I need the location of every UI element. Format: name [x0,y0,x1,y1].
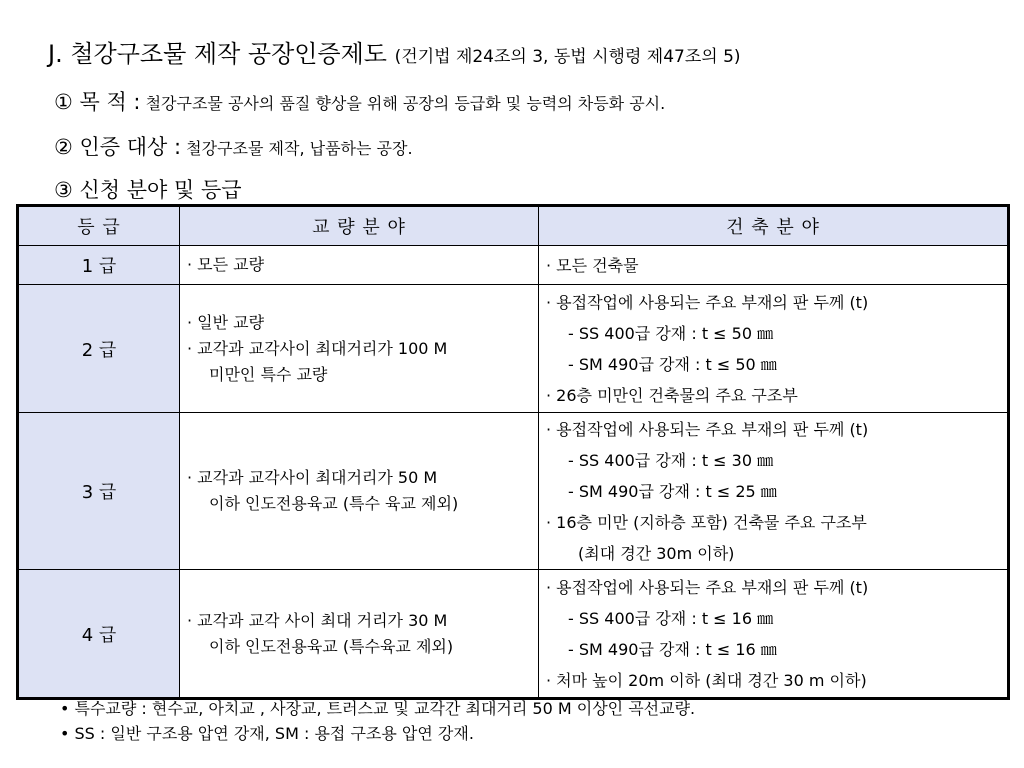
header-bridge: 교 량 분 야 [180,206,539,246]
building-cell [539,285,1009,413]
building-line: - SM 490급 강재 : t ≤ 50 ㎜ [568,354,777,374]
section-target-text: 철강구조물 제작, 납품하는 공장. [186,139,413,158]
bridge-line: 미만인 특수 교량 [209,364,328,384]
bridge-line: · 교각과 교각사이 최대거리가 50 M [187,468,438,487]
building-line: - SS 400급 강재 : t ≤ 50 ㎜ [568,323,774,343]
building-line: · 용접작업에 사용되는 주요 부재의 판 두께 (t) [546,577,869,597]
bridge-cell [180,246,539,285]
section-target-lead: ② 인증 대상 : [54,135,182,159]
building-cell [539,246,1009,285]
header-grade: 등 급 [18,206,180,246]
bridge-cell [180,570,539,699]
title-main: J. 철강구조물 제작 공장인증제도 [48,40,387,68]
grade-table [16,204,1010,700]
header-building: 건 축 분 야 [539,206,1009,246]
bridge-line: 이하 인도전용육교 (특수육교 제외) [209,636,454,656]
bridge-line: · 교각과 교각 사이 최대 거리가 30 M [187,610,448,630]
building-line: · 처마 높이 20m 이하 (최대 경간 30 m 이하) [546,670,867,690]
building-cell [539,413,1009,570]
building-line: - SS 400급 강재 : t ≤ 16 ㎜ [568,608,774,628]
bridge-line: · 모든 교량 [187,255,265,274]
building-line: - SS 400급 강재 : t ≤ 30 ㎜ [568,450,774,470]
footnote-special-bridge: • 특수교량 : 현수교, 아치교 , 사장교, 트러스교 및 교각간 최대거리 50 M 이상인 곡선교량. [60,699,696,718]
building-line: · 26층 미만인 건축물의 주요 구조부 [546,385,798,405]
page-title [48,34,741,69]
table-row [18,285,1009,413]
building-line: · 용접작업에 사용되는 주요 부재의 판 두께 (t) [546,292,869,312]
grade-cell: 2 급 [18,285,180,413]
bridge-cell [180,285,539,413]
table-row [18,413,1009,570]
building-line: · 16층 미만 (지하층 포함) 건축물 주요 구조부 [546,512,867,532]
building-line: · 용접작업에 사용되는 주요 부재의 판 두께 (t) [546,419,869,439]
section-purpose-text: 철강구조물 공사의 품질 향상을 위해 공장의 등급화 및 능력의 차등화 공시. [145,94,666,113]
grade-cell: 4 급 [18,570,180,699]
bridge-cell [180,413,539,570]
bridge-line: · 일반 교량 [187,312,265,332]
table-row [18,570,1009,699]
footnotes [60,696,695,746]
table-row [18,246,1009,285]
bridge-line: · 교각과 교각사이 최대거리가 100 M [187,338,448,358]
grade-cell: 1 급 [18,246,180,285]
building-line: - SM 490급 강재 : t ≤ 25 ㎜ [568,481,777,501]
bridge-line: 이하 인도전용육교 (특수 육교 제외) [209,494,459,513]
footnote-steel-types: • SS : 일반 구조용 압연 강재, SM : 용접 구조용 압연 강재. [60,724,474,743]
title-legal-reference: (건기법 제24조의 3, 동법 시행령 제47조의 5) [394,47,741,67]
grade-cell: 3 급 [18,413,180,570]
section-fields [54,174,242,204]
section-target [54,131,413,161]
building-line: (최대 경간 30m 이하) [578,543,735,563]
building-line: - SM 490급 강재 : t ≤ 16 ㎜ [568,639,777,659]
section-purpose [54,86,665,116]
section-fields-lead: ③ 신청 분야 및 등급 [54,178,242,202]
section-purpose-lead: ① 목 적 : [54,90,141,114]
building-cell [539,570,1009,699]
table-header-row [18,206,1009,246]
building-line: · 모든 건축물 [546,255,639,275]
